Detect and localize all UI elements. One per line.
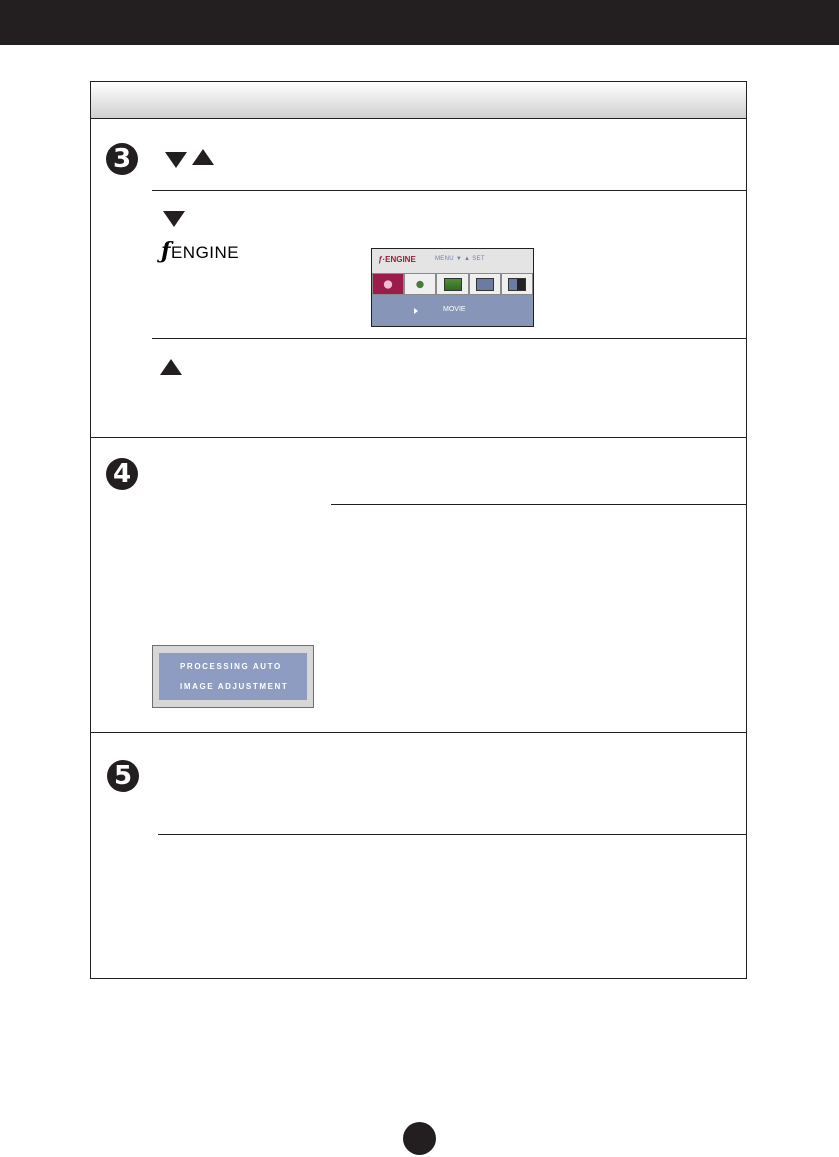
movie-icon[interactable] xyxy=(372,273,404,295)
osd-title-bar xyxy=(372,249,533,273)
up-arrow-icon xyxy=(192,149,214,165)
table-header-row xyxy=(91,82,746,119)
fengine-logo: ƒENGINE xyxy=(161,238,240,264)
down-arrow-icon xyxy=(165,152,187,168)
step-number-5: 5 xyxy=(107,760,139,792)
divider-section3-sub2 xyxy=(152,338,747,339)
normal-icon[interactable] xyxy=(501,273,533,295)
page-number-badge xyxy=(403,1122,436,1155)
processing-line2: IMAGE ADJUSTMENT xyxy=(180,682,289,691)
osd-logo: ƒ·ENGINE xyxy=(378,255,416,264)
processing-line1: PROCESSING AUTO xyxy=(180,662,282,671)
step-number-3: 3 xyxy=(106,143,138,175)
osd-key-hints: MENU ▼ ▲ SET xyxy=(435,256,485,262)
processing-panel xyxy=(159,653,307,700)
divider-section4-end xyxy=(90,732,747,733)
down-arrow-icon xyxy=(163,211,185,227)
osd-mode-label: MOVIE xyxy=(443,306,466,313)
divider-section4-sub xyxy=(331,504,747,505)
divider-section3-sub1 xyxy=(152,190,747,191)
divider-section5-sub xyxy=(158,834,747,835)
processing-osd-box xyxy=(152,645,314,708)
up-arrow-icon xyxy=(160,359,182,375)
fengine-f-icon: ƒ xyxy=(161,238,171,264)
picture-icon[interactable] xyxy=(436,273,468,295)
divider-section3-end xyxy=(90,437,747,438)
internet-icon[interactable] xyxy=(404,273,436,295)
fengine-osd-menu xyxy=(371,248,534,327)
top-header-bar xyxy=(0,0,839,45)
off-icon[interactable] xyxy=(469,273,501,295)
content-frame xyxy=(90,81,747,979)
osd-mode-icons xyxy=(372,273,533,295)
osd-mode-panel xyxy=(372,295,533,326)
step-number-4: 4 xyxy=(106,458,138,490)
play-arrow-icon xyxy=(414,308,418,314)
